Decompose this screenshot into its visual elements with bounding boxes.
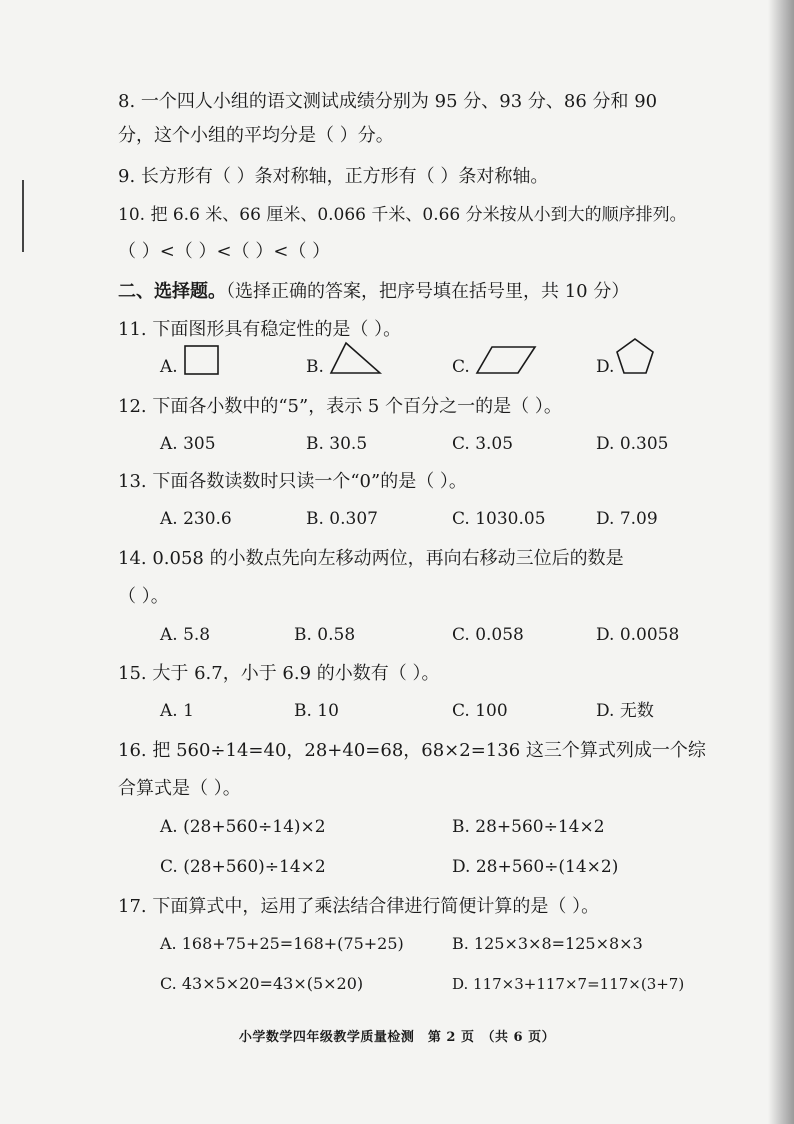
q14-option-d: D. 0.0058 [596,625,680,645]
q15-option-d: D. 无数 [596,701,654,721]
q17-option-d: D. 117×3+117×7=117×(3+7) [452,975,685,993]
page-edge-shadow [768,0,794,1124]
question-10-line-1: 10. 把 6.6 米、66 厘米、0.066 千米、0.66 分米按从小到大的顺序排列。 [118,205,687,225]
question-10-line-2: （ ）<（ ）<（ ）<（ ） [118,241,331,262]
q14-option-a: A. 5.8 [160,625,211,645]
q11-option-b: B. [306,357,324,377]
question-13: 13. 下面各数读数时只读一个“0”的是（ ）。 [118,471,467,492]
triangle-icon [328,340,384,376]
question-14-line-1: 14. 0.058 的小数点先向左移动两位，再向右移动三位后的数是 [118,548,624,569]
q12-option-d: D. 0.305 [596,434,669,454]
question-16-line-2: 合算式是（ ）。 [118,778,241,799]
q11-option-a: A. [160,357,178,377]
q12-option-a: A. 305 [160,434,216,454]
q15-option-b: B. 10 [294,701,339,721]
question-17: 17. 下面算式中，运用了乘法结合律进行简便计算的是（ ）。 [118,896,600,917]
question-15: 15. 大于 6.7，小于 6.9 的小数有（ ）。 [118,663,440,684]
q17-option-c: C. 43×5×20=43×(5×20) [160,974,364,993]
question-8-line-1: 8. 一个四人小组的语文测试成绩分别为 95 分、93 分、86 分和 90 [118,91,658,112]
question-8-line-2: 分，这个小组的平均分是（ ）分。 [118,125,394,146]
q13-option-c: C. 1030.05 [452,509,546,529]
q14-option-c: C. 0.058 [452,625,524,645]
q17-option-b: B. 125×3×8=125×8×3 [452,934,643,953]
q12-option-b: B. 30.5 [306,434,368,454]
q13-option-a: A. 230.6 [160,509,232,529]
question-12: 12. 下面各小数中的“5”，表示 5 个百分之一的是（ ）。 [118,396,562,417]
question-11: 11. 下面图形具有稳定性的是（ ）。 [118,319,402,340]
q16-option-a: A. (28+560÷14)×2 [160,817,326,837]
q13-option-b: B. 0.307 [306,509,378,529]
q16-option-d: D. 28+560÷(14×2) [452,857,619,877]
q11-option-d: D. [596,357,615,377]
question-16-line-1: 16. 把 560÷14=40，28+40=68，68×2=136 这三个算式列成一个综 [118,740,706,761]
q13-option-d: D. 7.09 [596,509,658,529]
q15-option-c: C. 100 [452,701,508,721]
parallelogram-icon [474,344,538,376]
q16-option-b: B. 28+560÷14×2 [452,817,605,837]
q11-option-c: C. [452,357,470,377]
pentagon-icon [614,336,656,376]
q17-option-a: A. 168+75+25=168+(75+25) [160,934,404,953]
section-2-title: 二、选择题。 [118,281,226,302]
q15-option-a: A. 1 [160,701,194,721]
binding-mark [22,180,24,252]
page-footer: 小学数学四年级教学质量检测 第 2 页 （共 6 页） [238,1030,556,1045]
q16-option-c: C. (28+560)÷14×2 [160,857,326,877]
q12-option-c: C. 3.05 [452,434,514,454]
square-icon [182,343,222,377]
section-2-heading [118,280,629,304]
question-14-line-2: （ ）。 [118,586,169,607]
question-9: 9. 长方形有（ ）条对称轴，正方形有（ ）条对称轴。 [118,166,549,187]
section-2-note: （选择正确的答案，把序号填在括号里，共 10 分） [226,281,630,302]
q14-option-b: B. 0.58 [294,625,356,645]
